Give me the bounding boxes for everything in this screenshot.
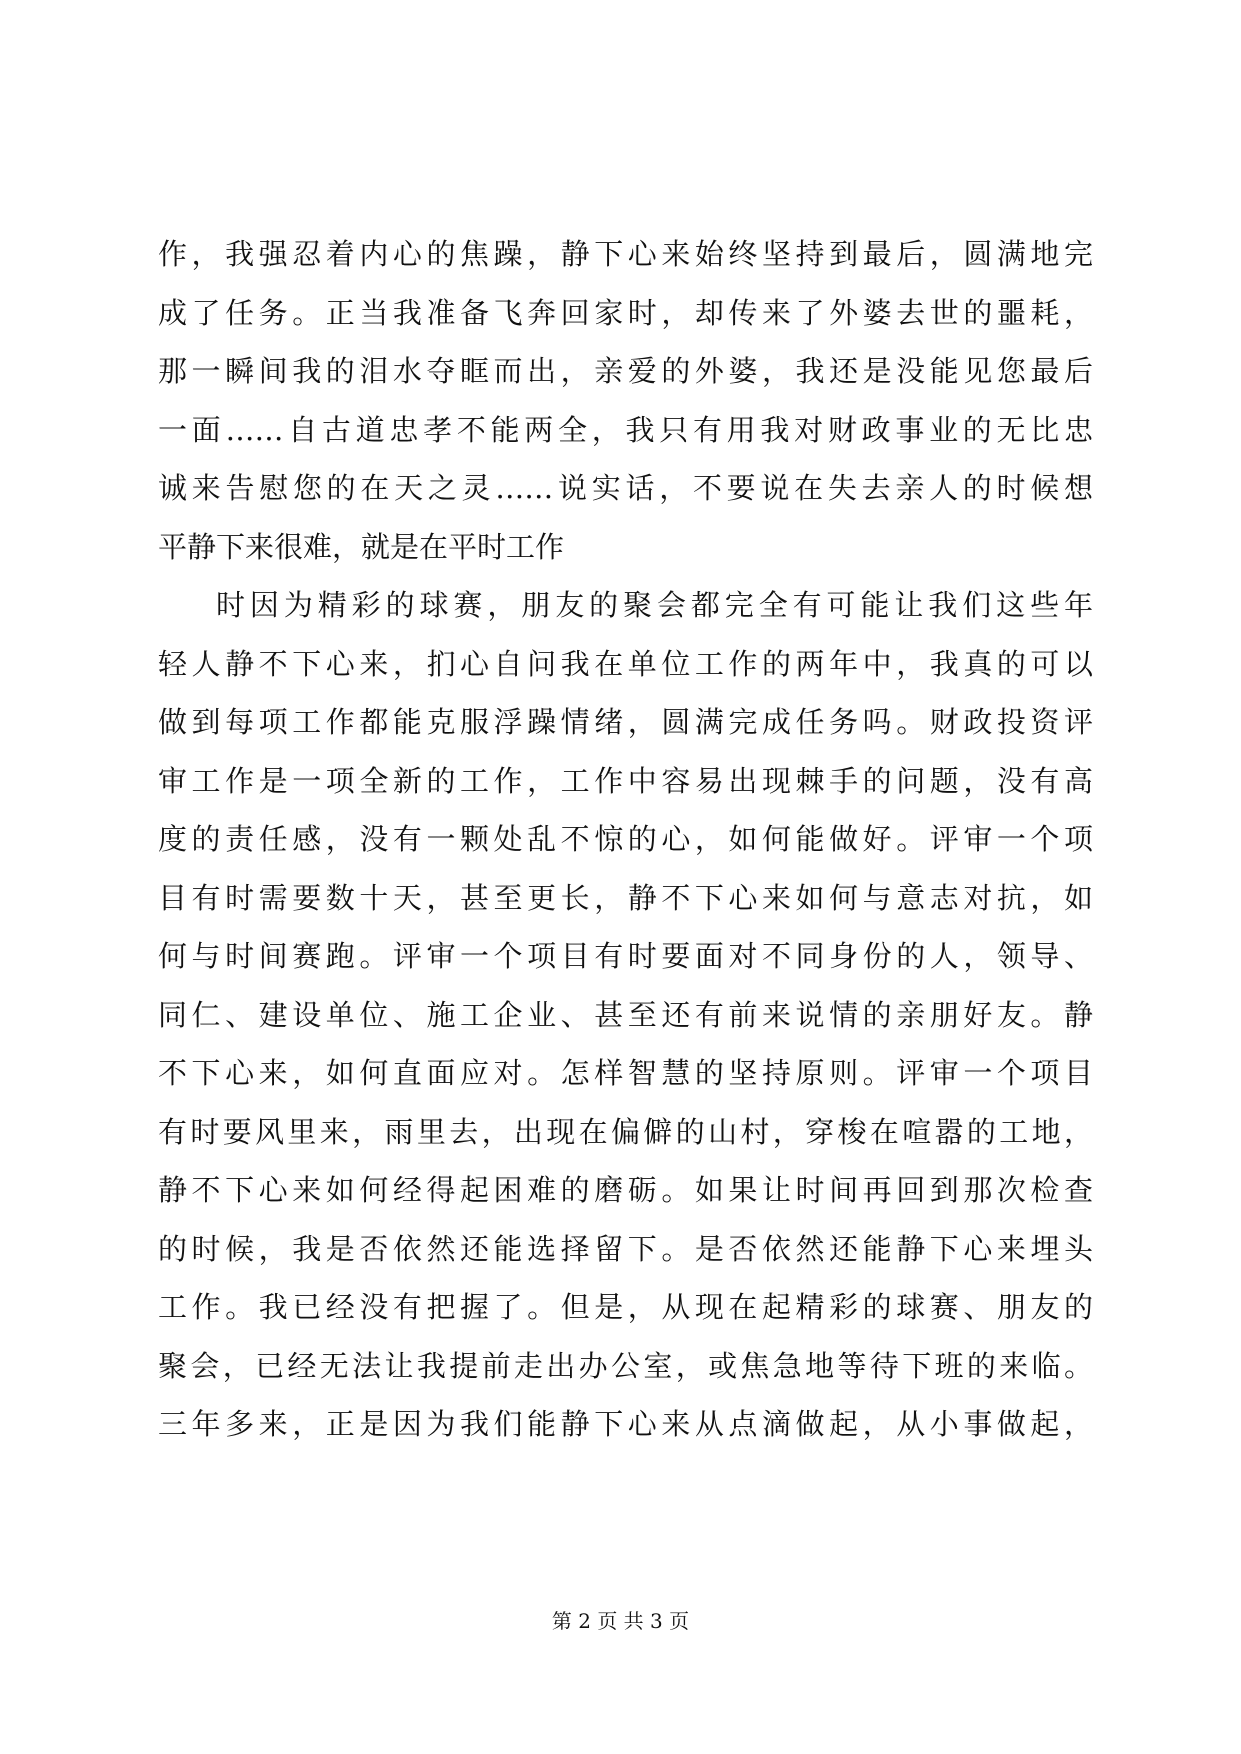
text-line: 度的责任感，没有一颗处乱不惊的心，如何能做好。评审一个项 [158,822,1093,856]
text-line: 成了任务。正当我准备飞奔回家时，却传来了外婆去世的噩耗， [158,295,1093,330]
text-line: 三年多来，正是因为我们能静下心来从点滴做起，从小事做起， [158,1407,1093,1441]
text-line: 轻人静不下心来，扪心自问我在单位工作的两年中，我真的可以 [158,646,1093,681]
body-text [158,225,1093,1454]
text-line: 的时候，我是否依然还能选择留下。是否依然还能静下心来埋头 [158,1231,1093,1266]
page-indicator: 第 2 页 共 3 页 [551,1609,690,1633]
text-line: 诚来告慰您的在天之灵……说实话，不要说在失去亲人的时候想 [158,471,1093,505]
text-line: 一面……自古道忠孝不能两全，我只有用我对财政事业的无比忠 [158,412,1093,447]
text-line: 审工作是一项全新的工作，工作中容易出现棘手的问题，没有高 [158,763,1093,798]
text-line: 同仁、建设单位、施工企业、甚至还有前来说情的亲朋好友。静 [158,997,1093,1032]
text-line: 目有时需要数十天，甚至更长，静不下心来如何与意志对抗，如 [158,880,1093,915]
text-line: 聚会，已经无法让我提前走出办公室，或焦急地等待下班的来临。 [158,1348,1093,1383]
text-line: 工作。我已经没有把握了。但是，从现在起精彩的球赛、朋友的 [158,1290,1093,1324]
paragraph-first-line: 时因为精彩的球赛，朋友的聚会都完全有可能让我们这些年 [216,588,1093,622]
text-line: 静不下心来如何经得起困难的磨砺。如果让时间再回到那次检查 [158,1173,1093,1207]
text-line: 何与时间赛跑。评审一个项目有时要面对不同身份的人，领导、 [158,939,1093,973]
text-line: 那一瞬间我的泪水夺眶而出，亲爱的外婆，我还是没能见您最后 [158,354,1093,388]
text-line: 有时要风里来，雨里去，出现在偏僻的山村，穿梭在喧嚣的工地， [158,1114,1093,1149]
text-line: 平静下来很难，就是在平时工作 [158,529,565,564]
text-line: 作，我强忍着内心的焦躁，静下心来始终坚持到最后，圆满地完 [158,237,1093,271]
text-line: 做到每项工作都能克服浮躁情绪，圆满完成任务吗。财政投资评 [158,705,1093,739]
text-line: 不下心来，如何直面应对。怎样智慧的坚持原则。评审一个项目 [158,1056,1093,1090]
